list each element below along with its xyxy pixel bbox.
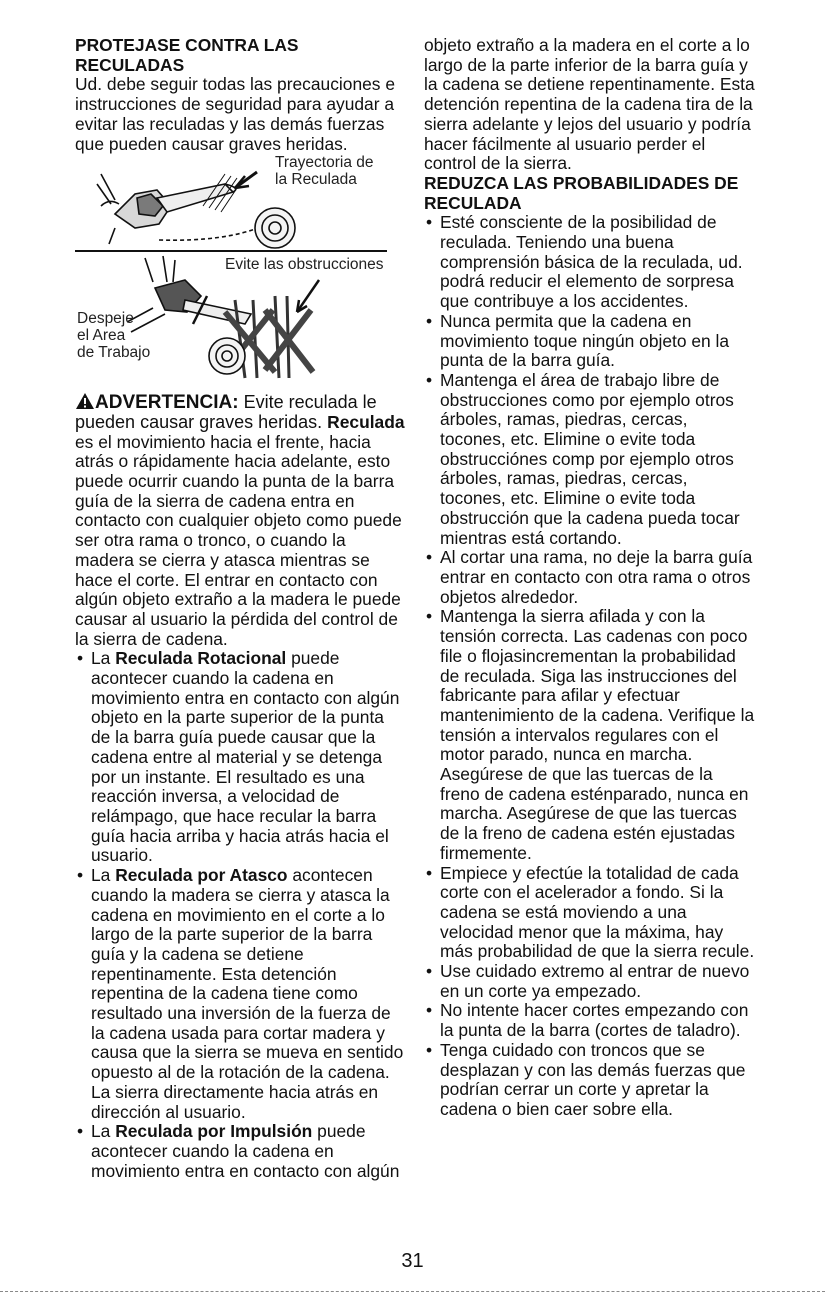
heading-kickback-protection: PROTEJASE CONTRA LAS RECULADAS [75,35,299,75]
clear-work-area-line1: Despeje [77,310,134,328]
list-item-prefix: La [91,648,116,669]
list-item [424,371,756,548]
list-item-text: No intente hacer cortes empezando con la punta de la barra (cortes de taladro). [440,1000,749,1041]
list-item-text [91,649,405,866]
avoid-obstructions-label: Evite las obstrucciones [225,256,384,274]
page-number: 31 [401,1250,424,1272]
intro-paragraph: Ud. debe seguir todas las precauciones e instrucciones de seguridad para ayudar a evitar las reculadas y las demás fuerzas que pueden causar graves heridas. [75,74,395,154]
list-item-term: Reculada por Atasco [115,865,288,886]
list-item [424,864,756,963]
list-item [424,213,756,312]
list-item [424,607,756,863]
list-item [424,1041,756,1120]
work-area-figure [75,252,405,384]
list-item-text: Empiece y efectúe la totalidad de cada corte con el acelerador a fondo. Si la cadena se está moviendo a una velocidad menor que la máxima, hay más probabilidad de que la sierra recule. [440,862,755,962]
bullet-glyph: • [426,212,433,233]
list-item-body: puede acontecer cuando la cadena en movimiento entra en contacto con algún [91,1121,400,1181]
list-item-text: Al cortar una rama, no deje la barra guía entrar en contacto con otra rama o otros objetos alrededor. [440,547,753,607]
bullet-glyph: • [77,865,84,886]
list-item [424,548,756,607]
bullet-glyph: • [77,1121,84,1142]
clear-work-area-line3: de Trabajo [77,344,151,362]
clear-work-area-line2: el Area [77,327,126,345]
bullet-glyph: • [426,547,433,568]
list-item-text: Mantenga la sierra afilada y con la tensión correcta. Las cadenas con poco file o flojasincrementan la probabilidad de reculada. Siga las instrucciones del fabricante para afilar y efectuar mantenimiento de la cadena. Verifique la tensión a intervalos regulares con el motor parado, nunca en marcha. Asegúrese de que las tuercas de la freno de cadena esténparado, nunca en marcha. Asegúrese de que las tuercas de la freno de cadena estén ejustadas firmemente. [440,606,755,863]
heading-reduce-kickback: REDUZCA LAS PROBABILIDADES DE RECULADA [424,172,739,213]
list-item [75,1122,405,1181]
list-item [424,962,756,1001]
clear-work-area-label [77,310,150,361]
list-item-text: Nunca permita que la cadena en movimiento toque ningún objeto en la punta de la barra guía. [440,310,730,371]
list-item-body: puede acontecer cuando la cadena en movimiento entra en contacto con algún objeto en la parte superior de la punta de la barra guía puede causar que la cadena entre al material y se detenga por un instante. El resultado es una reacción inversa, a velocidad de relámpago, que hace recular la barra guía hacia arriba y hacia atrás hacia el usuario. [91,648,400,866]
bullet-glyph: • [426,961,433,982]
kickback-path-figure [75,154,405,250]
kickback-path-label-line1: Trayectoria de [275,154,374,172]
warning-triangle-icon [75,392,95,410]
warning-body: es el movimiento hacia el frente, hacia atrás o rápidamente hacia adelante, esto puede ocurrir cuando la punta de la barra guía de la sierra de cadena entra en contacto con cualquier objeto como puede ser otra rama o tronco, o cuando la madera se cierra y atasca mientras se hace el corte. El entrar en contacto con algún objeto extraño a la madera le puede causar al usuario la pérdida del control de la sierra de cadena. [75,431,402,649]
warning-lead: Evite reculada le pueden causar graves heridas. [75,392,377,432]
bullet-glyph: • [426,1039,433,1060]
warning-title: ADVERTENCIA: [95,392,239,414]
list-item [424,1001,756,1040]
list-item-text [91,866,405,1122]
bullet-glyph: • [77,648,84,669]
list-item-term: Reculada Rotacional [115,648,287,669]
list-item [424,312,756,371]
left-column [75,36,405,1181]
list-item [75,649,405,866]
list-item-prefix: La [91,865,116,886]
bullet-glyph: • [426,1000,433,1021]
right-column [424,36,756,1120]
bullet-glyph: • [426,310,433,331]
list-item-text: Esté consciente de la posibilidad de reculada. Teniendo una buena comprensión básica de la reculada, ud. podrá reducir el elemento de sorpresa que contribuye a los accidentes. [440,212,743,312]
list-item-term: Reculada por Impulsión [115,1121,313,1142]
warning-paragraph [75,392,405,649]
list-item-text: Tenga cuidado con troncos que se desplazan y con las demás fuerzas que podrían cerrar un corte y apretar la cadena o bien caer sobre ella. [440,1039,746,1119]
kickback-path-label [275,154,374,188]
bullet-glyph: • [426,369,433,390]
kickback-path-label-line2: la Reculada [275,171,357,189]
bullet-glyph: • [426,606,433,627]
list-item-text: Use cuidado extremo al entrar de nuevo en un corte ya empezado. [440,961,750,1001]
continuation-paragraph: objeto extraño a la madera en el corte a lo largo de la parte inferior de la barra guía y la cadena se detiene repentinamente. Esta detención repentina de la cadena tira de la sierra adelante y lejos del usuario y podría hacer fácilmente al usuario perder el control de la sierra. [424,35,755,174]
list-item-text [91,1122,405,1181]
list-item-prefix: La [91,1121,116,1142]
page-bottom-edge [0,1291,825,1292]
warning-term: Reculada [327,411,405,432]
bullet-glyph: • [426,862,433,883]
list-item-text: Mantenga el área de trabajo libre de obstrucciones como por ejemplo otros árboles, ramas, piedras, cercas, tocones, etc. Elimine o evite toda obstrucciónes comp por ejemplo otros árboles, ramas, piedras, cercas, tocones, etc. Elimine o evite toda obstrucción que la cadena pueda tocar mientras está cortando. [440,369,740,548]
list-item-body: acontecen cuando la madera se cierra y atasca la cadena en movimiento en el corte a lo largo de la parte superior de la barra guía y la cadena se detiene repentinamente. Esta detención repentina de la cadena tiene como resultado una inversión de la fuerza de la cadena usada para cortar madera y causa que la sierra se mueva en sentido opuesto al de la rotación de la cadena. La sierra directamente hacia atrás en dirección al usuario. [91,865,404,1122]
list-item [75,866,405,1122]
